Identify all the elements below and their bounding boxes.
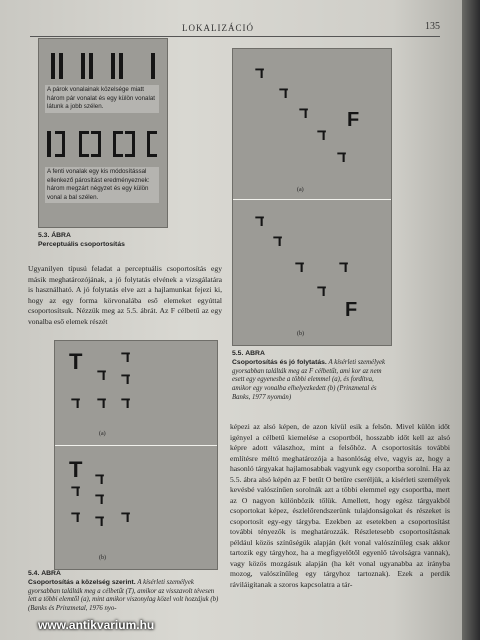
figure-5-5	[232, 48, 392, 346]
bracket-element	[55, 131, 65, 157]
distractor-element: ד	[337, 149, 347, 166]
watermark	[0, 610, 480, 640]
bracket-element	[147, 131, 157, 157]
distractor-element: ד	[71, 395, 81, 412]
caption-title: Perceptuális csoportosítás	[38, 240, 125, 248]
line-element	[59, 53, 63, 79]
figure-5-3	[38, 38, 168, 228]
distractor-element: ד	[95, 513, 105, 530]
caption-text: A kísérleti személyek gyorsabban találták meg az F célbetűt, ami kor az nem esett egy egyenesbe a többi elemmel (a), és fordítva, amikor egy vonalba elhelyezkedett (b) (Prinzmetal és Banks, 1977 nyomán)	[232, 358, 386, 401]
figure-divider	[55, 445, 217, 446]
bracket-element	[79, 131, 89, 157]
distractor-element: ד	[299, 105, 309, 122]
distractor-element: ד	[97, 367, 107, 384]
target-letter-t: T	[69, 457, 83, 482]
panel-label-a: (a)	[99, 431, 106, 437]
target-letter-t: T	[69, 349, 83, 374]
body-paragraph-right: képezi az alsó képen, de azon kívül esik a felsőn. Mivel külön időt igényel a célbetű kiemelése a csoportból, hosszabb időt kell az alsó képre adott válaszhoz, mint a felsőhöz. A csoportosítás további említésre méltó meghatározója a hasonlóság elve, vagyis az, hogy a hasonló tárgyakat hajlamosabbak vagyunk egy csoportba sorolni. Ha az 5.5. ábra alsó képén az F betűt O betűre cseréljük, a kísérleti személyek kevésbé valószínűen sorolnák azt a többi elemmel egy csoportba, mert az O nagyon különbözik tőlük. Amellett, hogy egész tárgyakból csoportokat képez, észlelőrendszerünk tulajdonságokat és részeket is csoportosít egy-egy tárgyba. Ezekben az esetekben a csoportosítást további tényezők is meghatározzák. Részletesebb csoportosításnak például közös színűségük alapján (két vonal valószínűleg csak akkor tartozik egy tárgyhoz, ha a megfigyelőtől egyenlő távolságra vannak), vagy közös mozgásuk alapján (ha két vonal ugyanabba az irányba mozog, valószínűleg egy tárgyhoz tartoznak). Ezek a perdik ráviláigítanak a szoros kapcsolatra a tár-	[230, 422, 450, 589]
distractor-element: ד	[255, 213, 265, 230]
distractor-element: ד	[121, 371, 131, 388]
distractor-element: ד	[71, 483, 81, 500]
distractor-element: ד	[317, 127, 327, 144]
figure-5-5-caption	[232, 350, 392, 418]
distractor-element: ד	[279, 85, 289, 102]
caption-number: 5.5. ÁBRA	[232, 350, 265, 357]
page-number: 135	[425, 21, 440, 32]
figure-divider	[233, 199, 391, 200]
bracket-element	[91, 131, 101, 157]
distractor-element: ד	[121, 349, 131, 366]
line-element	[89, 53, 93, 79]
figure-text-bottom: A fenti vonalak egy kis módosítással ellenkező párosítást eredményeznek: három megzárt négyzet és egy külön vonal a bal szélen.	[45, 167, 159, 203]
distractor-element: ד	[339, 259, 349, 276]
caption-title: Csoportosítás és jó folytatás.	[232, 358, 327, 366]
distractor-element: ד	[317, 283, 327, 300]
caption-number: 5.4. ÁBRA	[28, 570, 61, 577]
watermark-text: www.antikvarium.hu	[38, 618, 155, 632]
line-element	[51, 53, 55, 79]
distractor-element: ד	[295, 259, 305, 276]
book-spine	[462, 0, 480, 640]
figure-text-top: A párok vonalainak közelsége miatt három pár vonalat és egy külön vonalat látunk a jobb szélen.	[45, 85, 159, 113]
line-element	[151, 53, 155, 79]
distractor-element: ד	[121, 395, 131, 412]
figure-5-4	[54, 340, 218, 570]
figure-5-3-caption	[38, 232, 178, 250]
running-header	[30, 22, 440, 37]
caption-text: A kísérleti személyek gyorsabban találták meg a célbetűt (T), amikor az visszavolt tévesen lett a többi elemtől (a), mint amikor viszonylag közel volt hozzájuk (b) (Banks és Prinzmetal, 1976 nyo-	[28, 578, 219, 613]
caption-title: Csoportosítás a közelség szerint.	[28, 578, 136, 586]
target-letter-f: F	[345, 299, 358, 321]
bracket-element	[113, 131, 123, 157]
distractor-element: ד	[95, 491, 105, 508]
line-element	[81, 53, 85, 79]
distractor-element: ד	[255, 65, 265, 82]
distractor-element: ד	[95, 471, 105, 488]
body-paragraph-left: Ugyanilyen típusú feladat a perceptuális csoportosítás egy másik meghatározójának, a jó folytatás elvének a vizsgálatára is használható. A jó folytatás elve azt a hajlamunkat fejezi ki, hogy az egy forma körvonalába eső elemeket egyúttal csoportosítsuk. Nézzük meg az 5.5. ábrát. Az F célbetű az egy vonalba eső elemek részét	[28, 264, 222, 326]
distractor-element: ד	[97, 395, 107, 412]
panel-label-b: (b)	[99, 555, 106, 561]
chapter-title: LOKALIZÁCIÓ	[182, 23, 254, 33]
distractor-element: ד	[121, 509, 131, 526]
caption-number: 5.3. ÁBRA	[38, 232, 71, 239]
bracket-element	[125, 131, 135, 157]
line-element	[119, 53, 123, 79]
distractor-element: ד	[273, 233, 283, 250]
panel-label-a: (a)	[297, 187, 304, 193]
panel-label-b: (b)	[297, 331, 304, 337]
distractor-element: ד	[71, 509, 81, 526]
line-element	[111, 53, 115, 79]
target-letter-f: F	[347, 109, 360, 131]
line-element	[47, 131, 51, 157]
